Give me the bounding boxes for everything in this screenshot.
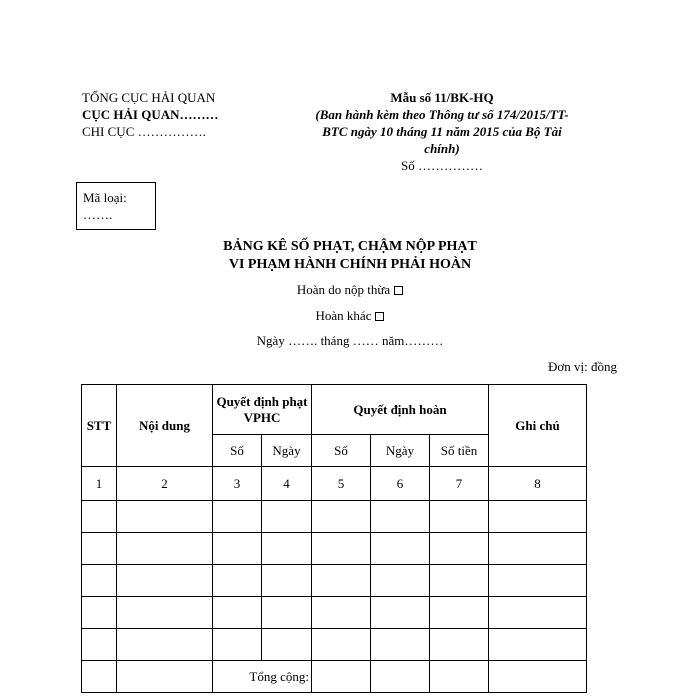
table-cell xyxy=(117,661,213,693)
subheader-refund-number: Số xyxy=(312,435,371,467)
table-header-row xyxy=(82,385,587,435)
table-cell[interactable] xyxy=(213,565,262,597)
table-cell[interactable] xyxy=(489,597,587,629)
table-row xyxy=(82,533,587,565)
table-cell[interactable] xyxy=(430,533,489,565)
document-title-line2: VI PHẠM HÀNH CHÍNH PHẢI HOÀN xyxy=(228,257,472,272)
document-number: Số …………… xyxy=(401,158,483,173)
option-overpaid-label: Hoàn do nộp thừa xyxy=(296,282,391,297)
agency-branch: CHI CỤC ……………. xyxy=(82,124,206,139)
column-number: 1 xyxy=(82,467,117,501)
table-cell[interactable] xyxy=(82,501,117,533)
subheader-refund-amount: Số tiền xyxy=(430,435,489,467)
table-cell[interactable] xyxy=(262,565,312,597)
table-cell[interactable] xyxy=(312,597,371,629)
table-cell[interactable] xyxy=(82,597,117,629)
agency-general-department: TỔNG CỤC HẢI QUAN xyxy=(82,90,216,105)
table-cell[interactable] xyxy=(262,533,312,565)
table-cell[interactable] xyxy=(371,533,430,565)
subheader-penalty-date: Ngày xyxy=(262,435,312,467)
table-cell[interactable] xyxy=(489,501,587,533)
subheader-refund-date: Ngày xyxy=(371,435,430,467)
table-row xyxy=(82,565,587,597)
header-note: Ghi chú xyxy=(489,385,587,467)
table-cell[interactable] xyxy=(262,629,312,661)
table-cell[interactable] xyxy=(312,565,371,597)
option-other xyxy=(0,308,700,324)
header-right xyxy=(300,89,584,174)
table-cell[interactable] xyxy=(371,597,430,629)
table-cell[interactable] xyxy=(213,629,262,661)
header-content: Nội dung xyxy=(117,385,213,467)
agency-department: CỤC HẢI QUAN……… xyxy=(82,107,219,122)
column-number-row xyxy=(82,467,587,501)
column-number: 8 xyxy=(489,467,587,501)
table-cell[interactable] xyxy=(213,533,262,565)
option-other-label: Hoàn khác xyxy=(315,308,372,323)
form-number: Mẫu số 11/BK-HQ xyxy=(390,90,494,105)
document-title-line1: BẢNG KÊ SỐ PHẠT, CHẬM NỘP PHẠT xyxy=(223,239,477,254)
table-cell[interactable] xyxy=(262,597,312,629)
table-cell[interactable] xyxy=(82,533,117,565)
table-cell[interactable] xyxy=(371,629,430,661)
table-cell[interactable] xyxy=(430,565,489,597)
table-cell[interactable] xyxy=(430,597,489,629)
table-cell[interactable] xyxy=(371,501,430,533)
column-number: 6 xyxy=(371,467,430,501)
table-cell[interactable] xyxy=(117,501,213,533)
table-row xyxy=(82,597,587,629)
table-cell[interactable] xyxy=(82,629,117,661)
header-left xyxy=(82,89,219,140)
total-cell[interactable] xyxy=(371,661,430,693)
table-cell[interactable] xyxy=(213,597,262,629)
option-overpaid xyxy=(0,282,700,298)
header-penalty-decision: Quyết định phạt VPHC xyxy=(213,385,312,435)
header-refund-decision: Quyết định hoàn xyxy=(312,385,489,435)
header-stt: STT xyxy=(82,385,117,467)
form-note-line3: chính) xyxy=(424,141,460,156)
total-cell[interactable] xyxy=(312,661,371,693)
column-number: 4 xyxy=(262,467,312,501)
table-row xyxy=(82,501,587,533)
form-note-line2: BTC ngày 10 tháng 11 năm 2015 của Bộ Tài xyxy=(322,124,562,139)
column-number: 3 xyxy=(213,467,262,501)
table-cell[interactable] xyxy=(430,629,489,661)
subheader-penalty-number: Số xyxy=(213,435,262,467)
table-cell[interactable] xyxy=(489,629,587,661)
column-number: 2 xyxy=(117,467,213,501)
table-cell[interactable] xyxy=(430,501,489,533)
category-code-value: ……. xyxy=(83,207,113,222)
table-cell[interactable] xyxy=(82,565,117,597)
table-cell[interactable] xyxy=(371,565,430,597)
form-note-line1: (Ban hành kèm theo Thông tư số 174/2015/TT- xyxy=(315,107,569,122)
table-cell[interactable] xyxy=(117,597,213,629)
refund-table xyxy=(81,384,587,693)
table-cell[interactable] xyxy=(213,501,262,533)
table-cell xyxy=(82,661,117,693)
category-code-box xyxy=(76,182,156,230)
checkbox-overpaid[interactable] xyxy=(394,286,403,295)
total-label: Tổng cộng: xyxy=(213,661,312,693)
currency-unit: Đơn vị: đồng xyxy=(548,359,617,374)
date-line: Ngày ……. tháng …… năm……… xyxy=(256,333,444,348)
table-cell[interactable] xyxy=(489,533,587,565)
table-cell[interactable] xyxy=(312,533,371,565)
checkbox-other[interactable] xyxy=(375,312,384,321)
table-cell[interactable] xyxy=(312,501,371,533)
table-cell[interactable] xyxy=(312,629,371,661)
column-number: 7 xyxy=(430,467,489,501)
total-cell[interactable] xyxy=(489,661,587,693)
table-row xyxy=(82,629,587,661)
table-cell[interactable] xyxy=(117,629,213,661)
table-cell[interactable] xyxy=(117,533,213,565)
total-row xyxy=(82,661,587,693)
table-cell[interactable] xyxy=(262,501,312,533)
table-cell[interactable] xyxy=(489,565,587,597)
column-number: 5 xyxy=(312,467,371,501)
total-amount-cell[interactable] xyxy=(430,661,489,693)
table-cell[interactable] xyxy=(117,565,213,597)
category-code-label: Mã loại: xyxy=(83,190,127,205)
